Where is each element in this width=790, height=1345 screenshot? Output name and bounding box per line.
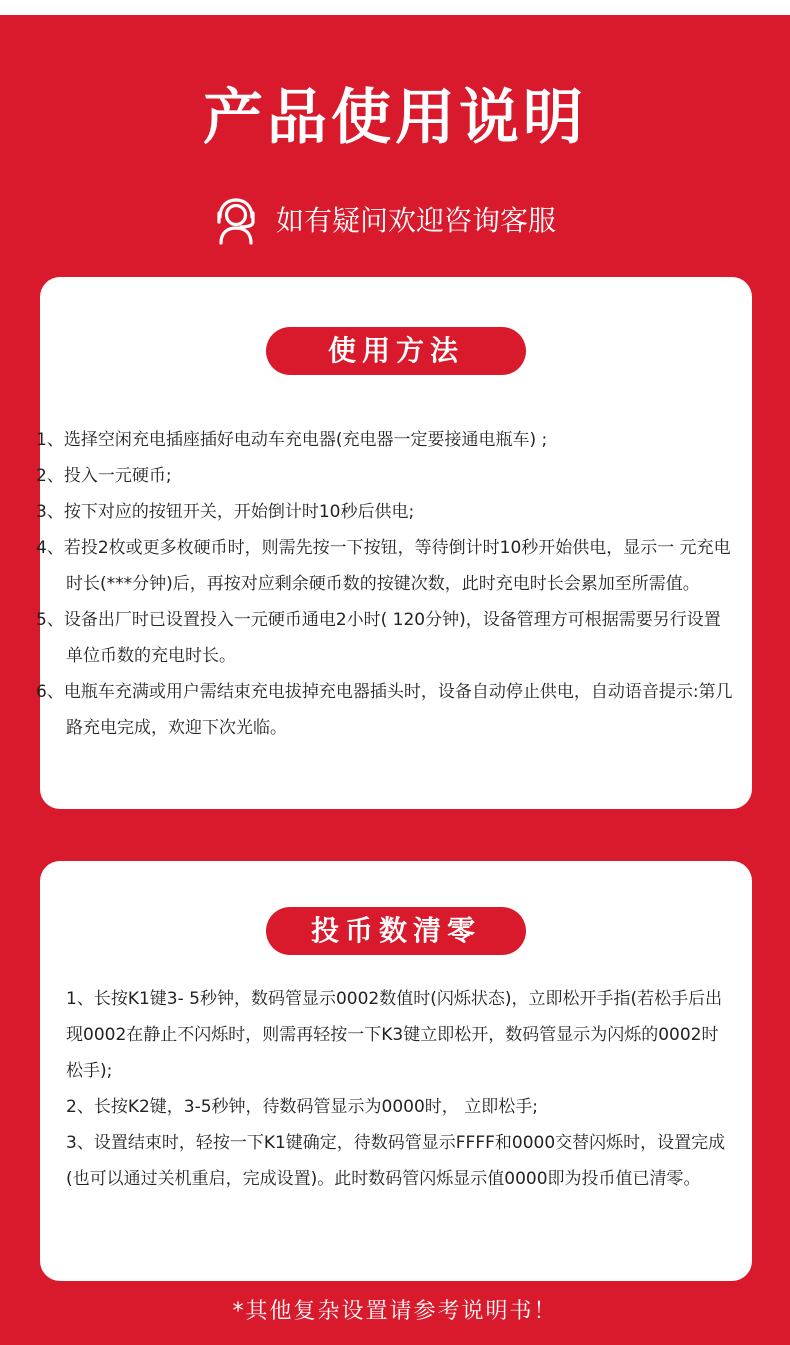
usage-heading: 使用方法: [266, 327, 526, 375]
contact-text: 如有疑问欢迎咨询客服: [276, 204, 557, 237]
customer-service-link[interactable]: [210, 195, 556, 247]
reset-step-3: 3、设置结束时，轻按一下K1键确定，待数码管显示FFFF和0000交替闪烁时，设置完成(也可以通过关机重启，完成设置)。此时数码管闪烁显示值0000即为投币值已清零。: [66, 1133, 726, 1189]
usage-step-6: 6、电瓶车充满或用户需结束充电拔掉充电器插头时，设备自动停止供电，自动语音提示:第几路充电完成，欢迎下次光临。: [36, 682, 733, 738]
usage-list: [36, 422, 734, 746]
reset-heading: 投币数清零: [266, 907, 526, 955]
usage-step-2: 2、投入一元硬币;: [36, 466, 172, 486]
reset-card: [40, 861, 752, 1281]
reset-list: [66, 981, 734, 1197]
usage-card: [36, 277, 752, 809]
page-title: 产品使用说明: [203, 83, 587, 153]
usage-step-3: 3、按下对应的按钮开关，开始倒计时10秒后供电;: [36, 502, 415, 522]
reset-step-2: 2、长按K2键，3-5秒钟，待数码管显示为0000时， 立即松手;: [66, 1097, 538, 1117]
usage-step-5: 5、设备出厂时已设置投入一元硬币通电2小时( 120分钟)，设备管理方可根据需要另行设置单位币数的充电时长。: [36, 610, 721, 666]
reset-step-1: 1、长按K1键3- 5秒钟，数码管显示0002数值时(闪烁状态)，立即松开手指(若松手后出现0002在静止不闪烁时，则需再轻按一下K3键立即松开，数码管显示为闪烁的0002时松手);: [66, 989, 723, 1081]
usage-step-1: 1、选择空闲充电插座插好电动车充电器(充电器一定要接通电瓶车) ;: [36, 430, 548, 450]
customer-service-icon: [210, 195, 262, 247]
usage-step-4: 4、若投2枚或更多枚硬币时，则需先按一下按钮，等待倒计时10秒开始供电，显示一 元充电时长(***分钟)后，再按对应剩余硬币数的按键次数，此时充电时长会累加至所需值。: [36, 538, 731, 594]
manual-page: [0, 15, 790, 1345]
footnote: *其他复杂设置请参考说明书！: [232, 1299, 558, 1324]
